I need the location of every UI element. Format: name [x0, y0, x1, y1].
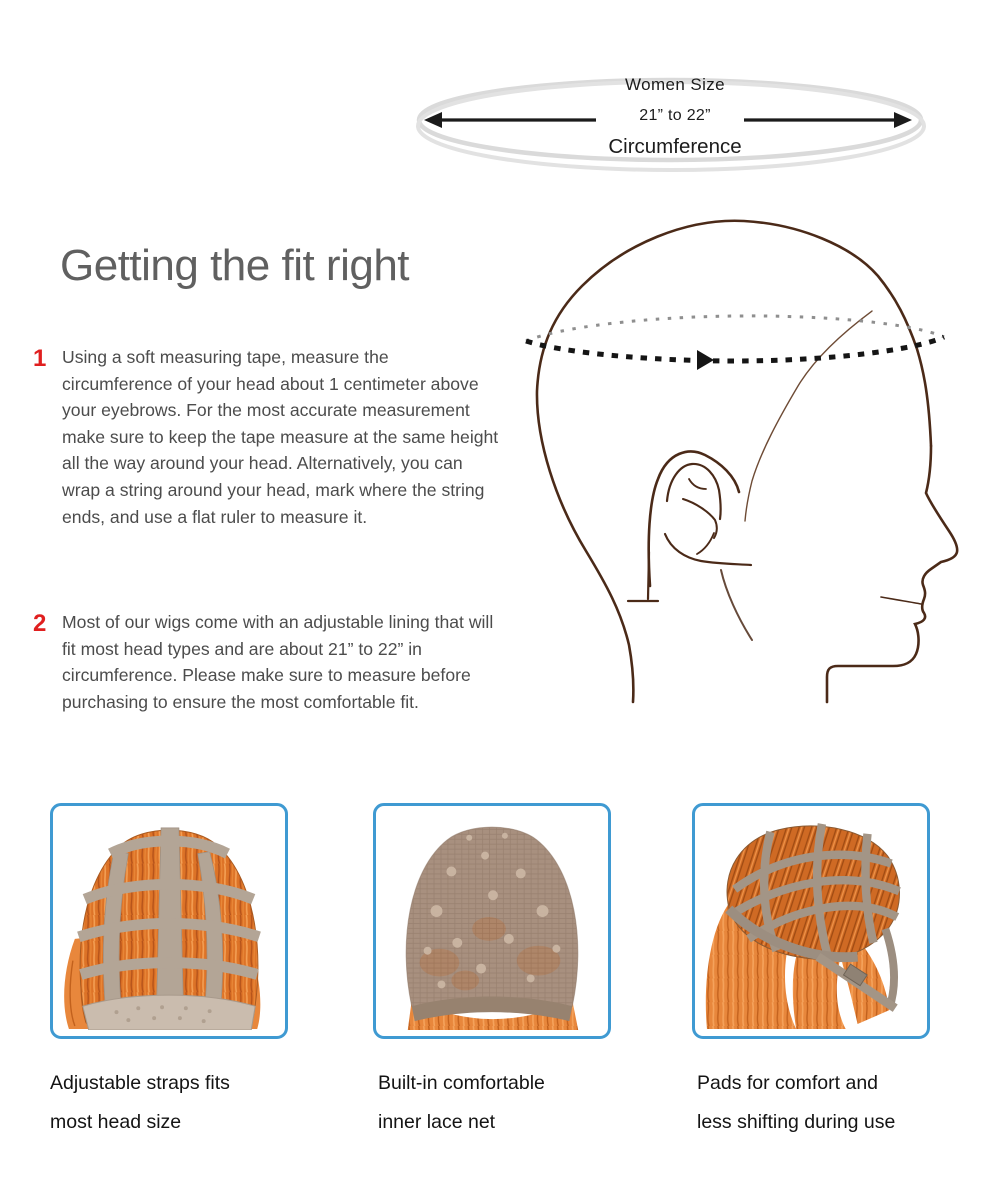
- feature-card-straps: [50, 803, 288, 1039]
- caption-line: inner lace net: [378, 1110, 496, 1133]
- circumference-label: Circumference: [608, 135, 742, 158]
- caption-line: Built-in comfortable: [378, 1072, 545, 1094]
- step-2-number: 2: [33, 610, 47, 637]
- head-outline: [537, 221, 957, 702]
- caption-line: less shifting during use: [697, 1110, 896, 1133]
- caption-line: Pads for comfort and: [697, 1072, 879, 1094]
- measuring-tape-dotted-band: [526, 316, 944, 370]
- section-heading: Getting the fit right: [60, 241, 410, 290]
- step-2-text: Most of our wigs come with an adjustable lining that will fit most head types and are about 21” to 22” in circumference. Please make sure to measure before purchasing to ensure the most comfortable fit.: [62, 612, 494, 712]
- nape-band: [83, 995, 255, 1030]
- hairline-arc: [745, 311, 872, 521]
- wig-cap-back-straps-image: [59, 812, 279, 1030]
- mouth-line: [881, 597, 921, 604]
- size-range-label: 21” to 22”: [639, 107, 711, 124]
- ear: [649, 452, 751, 586]
- feature-card-lace-net: [373, 803, 611, 1039]
- wig-cap-side-pads-image: [701, 812, 921, 1030]
- caption-line: most head size: [50, 1110, 182, 1133]
- step-1-text: Using a soft measuring tape, measure the circumference of your head about 1 centimeter above your eyebrows. For the most accurate measurement make sure to keep the tape measure at the same height all the way around your head. Alternatively, you can wrap a string around your head, mark where the string ends, and use a flat ruler to measure it.: [62, 347, 499, 527]
- wig-cap-lace-net-image: [382, 812, 602, 1030]
- feature-caption-pads: [697, 1064, 895, 1141]
- feature-caption-lace: [378, 1064, 545, 1141]
- feature-caption-straps: [50, 1064, 230, 1141]
- tape-direction-arrow-icon: [697, 350, 714, 370]
- women-size-label: Women Size: [624, 75, 726, 94]
- nape-line-vertical: [648, 552, 649, 599]
- head-profile-figure: [505, 210, 1000, 750]
- step-1-number: 1: [33, 345, 47, 372]
- feature-card-pads: [692, 803, 930, 1039]
- jaw-line: [721, 570, 752, 640]
- caption-line: Adjustable straps fits: [50, 1072, 230, 1094]
